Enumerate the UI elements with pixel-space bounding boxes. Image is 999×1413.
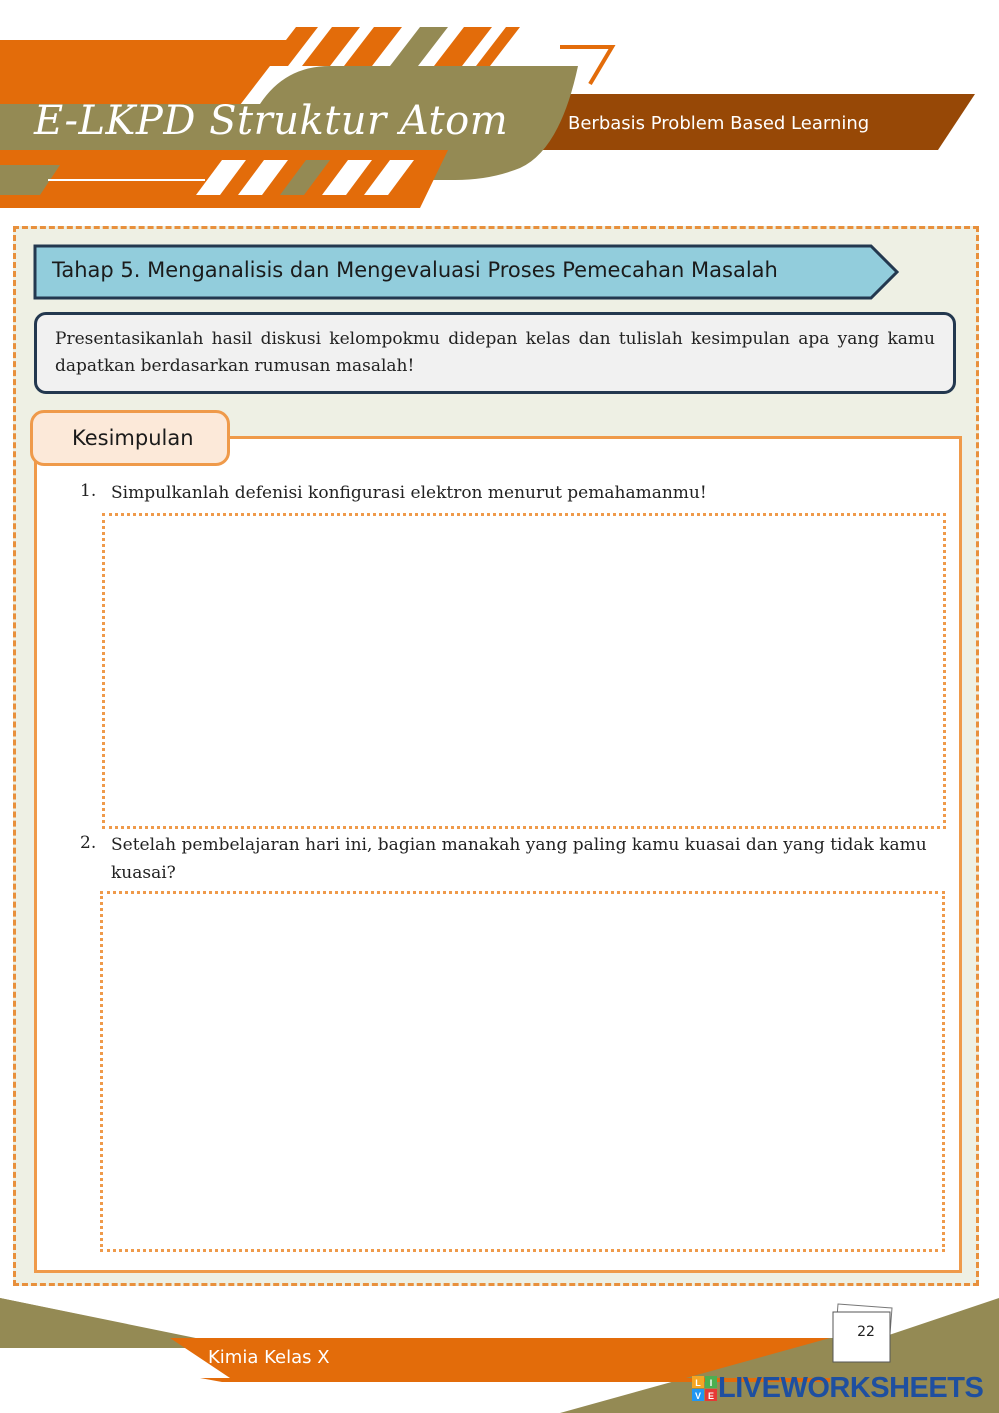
answer-box-1[interactable]	[102, 513, 946, 829]
instruction-text: Presentasikanlah hasil diskusi kelompokmu didepan kelas dan tulislah kesimpulan apa yang kamu dapatkan berdasarkan rumusan masalah!	[55, 329, 935, 376]
logo-letter: E	[707, 1391, 715, 1401]
question-text: Simpulkanlah defenisi konfigurasi elektron menurut pemahamanmu!	[111, 483, 707, 503]
logo-letter: I	[709, 1378, 713, 1388]
document-subtitle: Berbasis Problem Based Learning	[568, 113, 870, 134]
document-title: E-LKPD Struktur Atom	[34, 98, 509, 144]
question-number: 2.	[80, 833, 97, 853]
brand-name[interactable]: LIVEWORKSHEETS	[718, 1372, 984, 1404]
logo-letter: L	[695, 1378, 701, 1388]
question-number: 1.	[80, 481, 97, 501]
logo-letter: V	[694, 1391, 702, 1401]
answer-box-2[interactable]	[100, 891, 945, 1252]
page-number: 22	[857, 1324, 875, 1340]
footer-subject: Kimia Kelas X	[208, 1347, 330, 1368]
conclusion-label: Kesimpulan	[72, 426, 194, 450]
question-text: Setelah pembelajaran hari ini, bagian manakah yang paling kamu kuasai dan yang tidak kamu kuasai?	[111, 835, 927, 883]
instruction-box	[34, 312, 956, 394]
stage-title: Tahap 5. Menganalisis dan Mengevaluasi Proses Pemecahan Masalah	[52, 258, 778, 282]
liveworksheets-logo-icon	[692, 1376, 718, 1402]
